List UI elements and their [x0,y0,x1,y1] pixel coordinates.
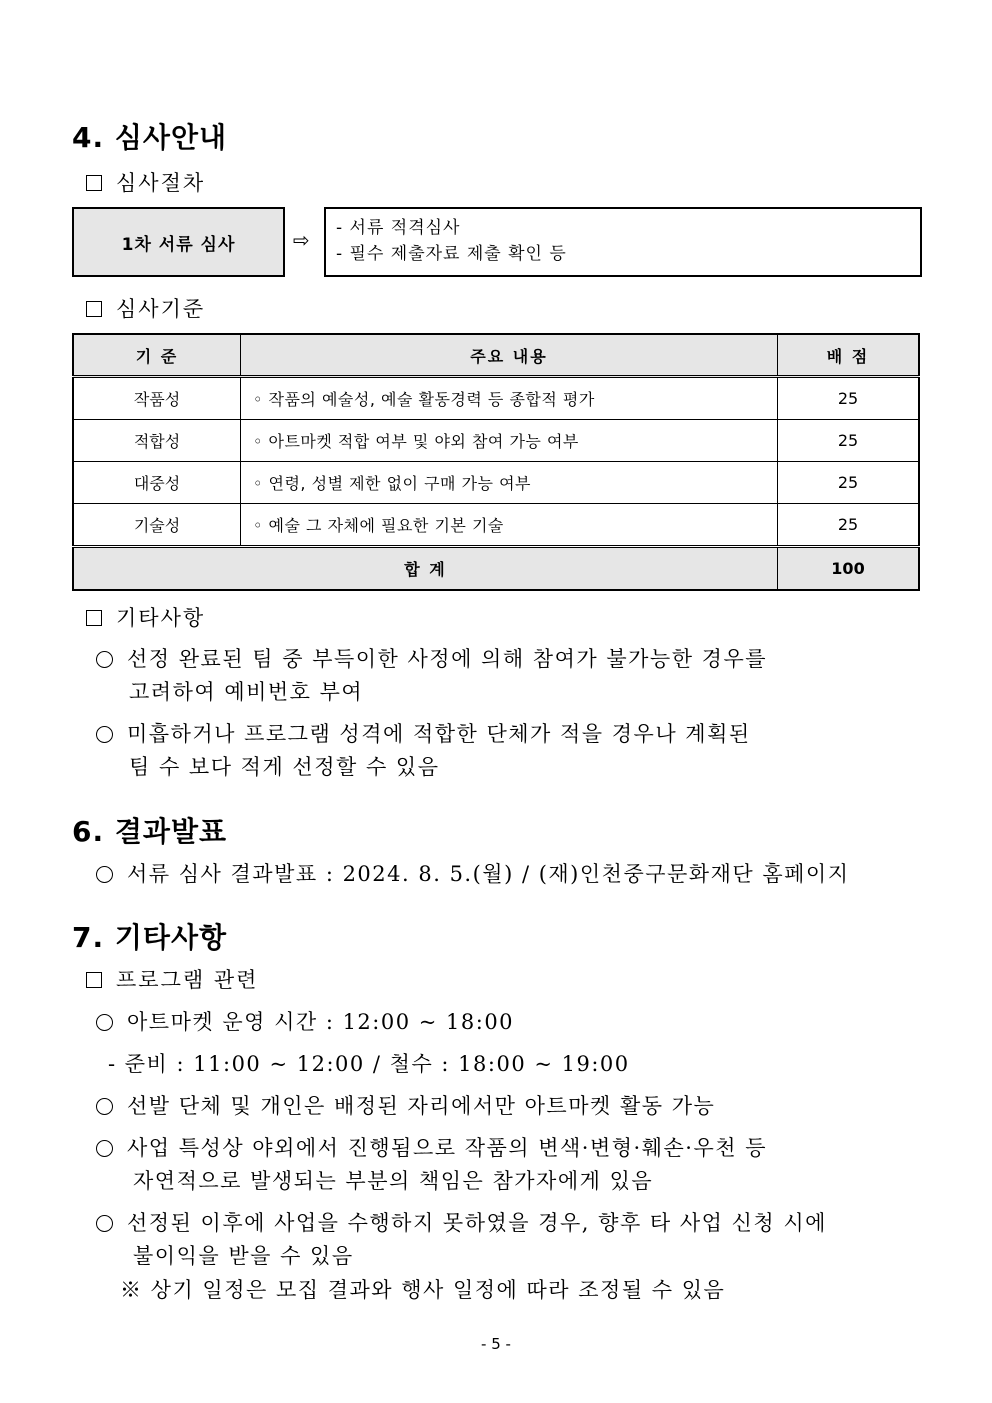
criteria-name: 대중성 [73,462,241,504]
header-score: 배 점 [778,334,920,377]
table-row [73,504,919,547]
total-score: 100 [778,547,920,591]
criteria-score: 25 [778,377,920,420]
etc-item [96,718,916,784]
table-row [73,377,919,420]
circle-bullet-icon [96,1014,113,1031]
circle-bullet-icon [96,1215,113,1232]
program-item [96,1207,956,1273]
program-item [96,1090,916,1123]
program-heading [86,965,258,995]
program-item-line: 불이익을 받을 수 있음 [133,1244,354,1268]
program-item-line: 자연적으로 발생되는 부분의 책임은 참가자에게 있음 [133,1169,654,1193]
criteria-desc: ◦ 예술 그 자체에 필요한 기본 기술 [241,504,778,547]
etc-heading [86,603,205,633]
circle-bullet-icon [96,726,113,743]
stage-description-box [324,207,922,277]
criteria-name: 작품성 [73,377,241,420]
checkbox-square-icon [86,972,102,988]
stage-item: - 필수 제출자료 제출 확인 등 [336,244,567,264]
total-label: 합 계 [73,547,778,591]
result-item-text: 서류 심사 결과발표 : 2024. 8. 5.(월) / (재)인천중구문화재단 홈페이지 [127,862,850,886]
program-item-text: 아트마켓 운영 시간 : 12:00 ~ 18:00 [127,1010,515,1034]
program-item-text: 선발 단체 및 개인은 배정된 자리에서만 아트마켓 활동 가능 [127,1094,716,1118]
checkbox-square-icon [86,610,102,626]
criteria-name: 적합성 [73,420,241,462]
circle-bullet-icon [96,866,113,883]
note-text: ※ 상기 일정은 모집 결과와 행사 일정에 따라 조정될 수 있음 [120,1278,726,1302]
table-row [73,420,919,462]
procedure-heading-label: 심사절차 [116,171,206,195]
checkbox-square-icon [86,301,102,317]
checkbox-square-icon [86,175,102,191]
section-4-title: 4. 심사안내 [72,121,228,154]
table-total-row [73,547,919,591]
criteria-desc: ◦ 연령, 성별 제한 없이 구매 가능 여부 [241,462,778,504]
arrow-right-icon: ⇨ [293,228,310,252]
section-6-title: 6. 결과발표 [72,815,228,848]
stage-label: 1차 서류 심사 [121,234,236,255]
circle-bullet-icon [96,1140,113,1157]
program-item [96,1006,916,1039]
etc-item-line: 선정 완료된 팀 중 부득이한 사정에 의해 참여가 불가능한 경우를 [127,647,768,671]
etc-item [96,643,916,709]
program-heading-label: 프로그램 관련 [116,968,259,992]
etc-item-line: 고려하여 예비번호 부여 [129,680,364,704]
criteria-heading-label: 심사기준 [116,297,206,321]
criteria-desc: ◦ 아트마켓 적합 여부 및 야외 참여 가능 여부 [241,420,778,462]
criteria-score: 25 [778,420,920,462]
circle-bullet-icon [96,1098,113,1115]
circle-bullet-icon [96,651,113,668]
criteria-score: 25 [778,504,920,547]
table-row [73,462,919,504]
criteria-table [72,333,920,591]
criteria-heading [86,294,205,324]
criteria-score: 25 [778,462,920,504]
header-content: 주요 내용 [241,334,778,377]
result-item [96,858,936,891]
header-criteria: 기 준 [73,334,241,377]
program-item-line: 사업 특성상 야외에서 진행됨으로 작품의 변색·변형·훼손·우천 등 [127,1136,768,1160]
procedure-heading [86,168,205,198]
table-header-row [73,334,919,377]
section-7-title: 7. 기타사항 [72,921,228,954]
etc-item-line: 미흡하거나 프로그램 성격에 적합한 단체가 적을 경우나 계획된 [127,722,751,746]
stage-item: - 서류 적격심사 [336,218,461,238]
criteria-name: 기술성 [73,504,241,547]
stage-box [72,207,285,277]
program-subitem: - 준비 : 11:00 ~ 12:00 / 철수 : 18:00 ~ 19:00 [108,1052,630,1076]
page-number: - 5 - [481,1335,511,1353]
criteria-desc: ◦ 작품의 예술성, 예술 활동경력 등 종합적 평가 [241,377,778,420]
etc-heading-label: 기타사항 [116,606,206,630]
program-item-line: 선정된 이후에 사업을 수행하지 못하였을 경우, 향후 타 사업 신청 시에 [127,1211,827,1235]
etc-item-line: 팀 수 보다 적게 선정할 수 있음 [129,755,440,779]
program-item [96,1132,936,1198]
